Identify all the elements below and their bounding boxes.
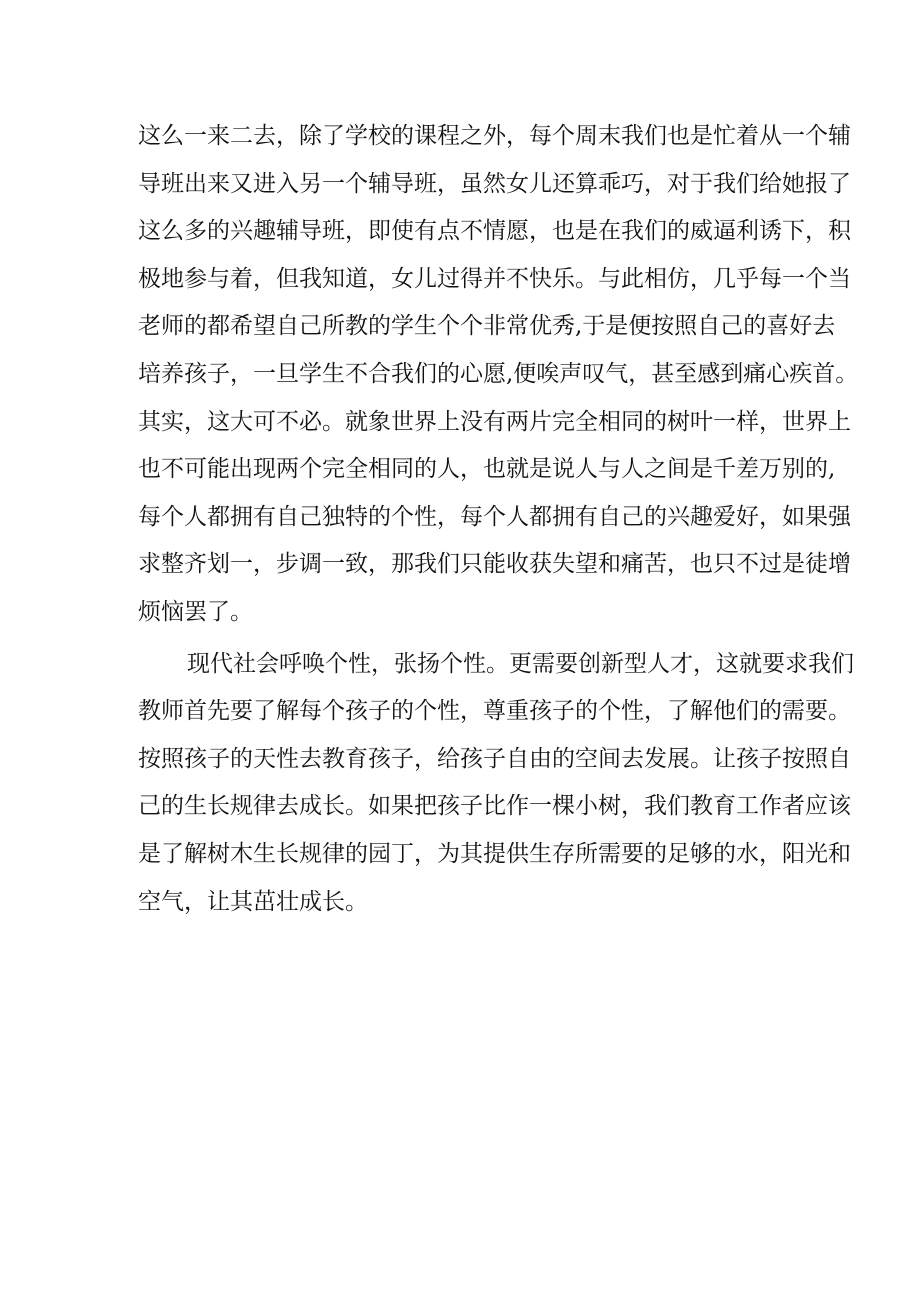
text-line: 教师首先要了解每个孩子的个性，尊重孩子的个性，了解他们的需要。 [138,698,851,725]
text-line: 培养孩子，一旦学生不合我们的心愿,便唉声叹气，甚至感到痛心疾首。 [138,360,859,387]
text-line: 空气，让其茁壮成长。 [138,888,368,915]
text-line: 现代社会呼唤个性，张扬个性。更需要创新型人才，这就要求我们 [187,650,854,677]
body-text [138,113,859,926]
text-line: 这么多的兴趣辅导班，即使有点不情愿，也是在我们的威逼利诱下，积 [138,218,851,245]
text-line: 极地参与着，但我知道，女儿过得并不快乐。与此相仿，几乎每一个当 [138,265,851,292]
text-line: 这么一来二去，除了学校的课程之外，每个周末我们也是忙着从一个辅 [138,123,851,149]
text-line: 是了解树木生长规律的园丁，为其提供生存所需要的足够的水，阳光和 [138,840,851,867]
text-line: 求整齐划一，步调一致，那我们只能收获失望和痛苦，也只不过是徒增 [138,551,851,578]
text-line: 其实，这大可不必。就象世界上没有两片完全相同的树叶一样，世界上 [138,408,851,435]
text-line: 己的生长规律去成长。如果把孩子比作一棵小树，我们教育工作者应该 [138,793,851,820]
paragraph-1 [138,113,859,637]
text-line: 烦恼罢了。 [138,598,253,625]
text-line: 也不可能出现两个完全相同的人，也就是说人与人之间是千差万别的, [138,456,836,483]
text-line: 按照孩子的天性去教育孩子，给孩子自由的空间去发展。让孩子按照自 [138,745,851,772]
text-line: 每个人都拥有自己独特的个性，每个人都拥有自己的兴趣爱好，如果强 [138,503,851,530]
text-line: 导班出来又进入另一个辅导班，虽然女儿还算乖巧，对于我们给她报了 [138,170,851,197]
paragraph-2 [138,641,854,927]
text-line: 老师的都希望自己所教的学生个个非常优秀,于是便按照自己的喜好去 [138,313,836,340]
